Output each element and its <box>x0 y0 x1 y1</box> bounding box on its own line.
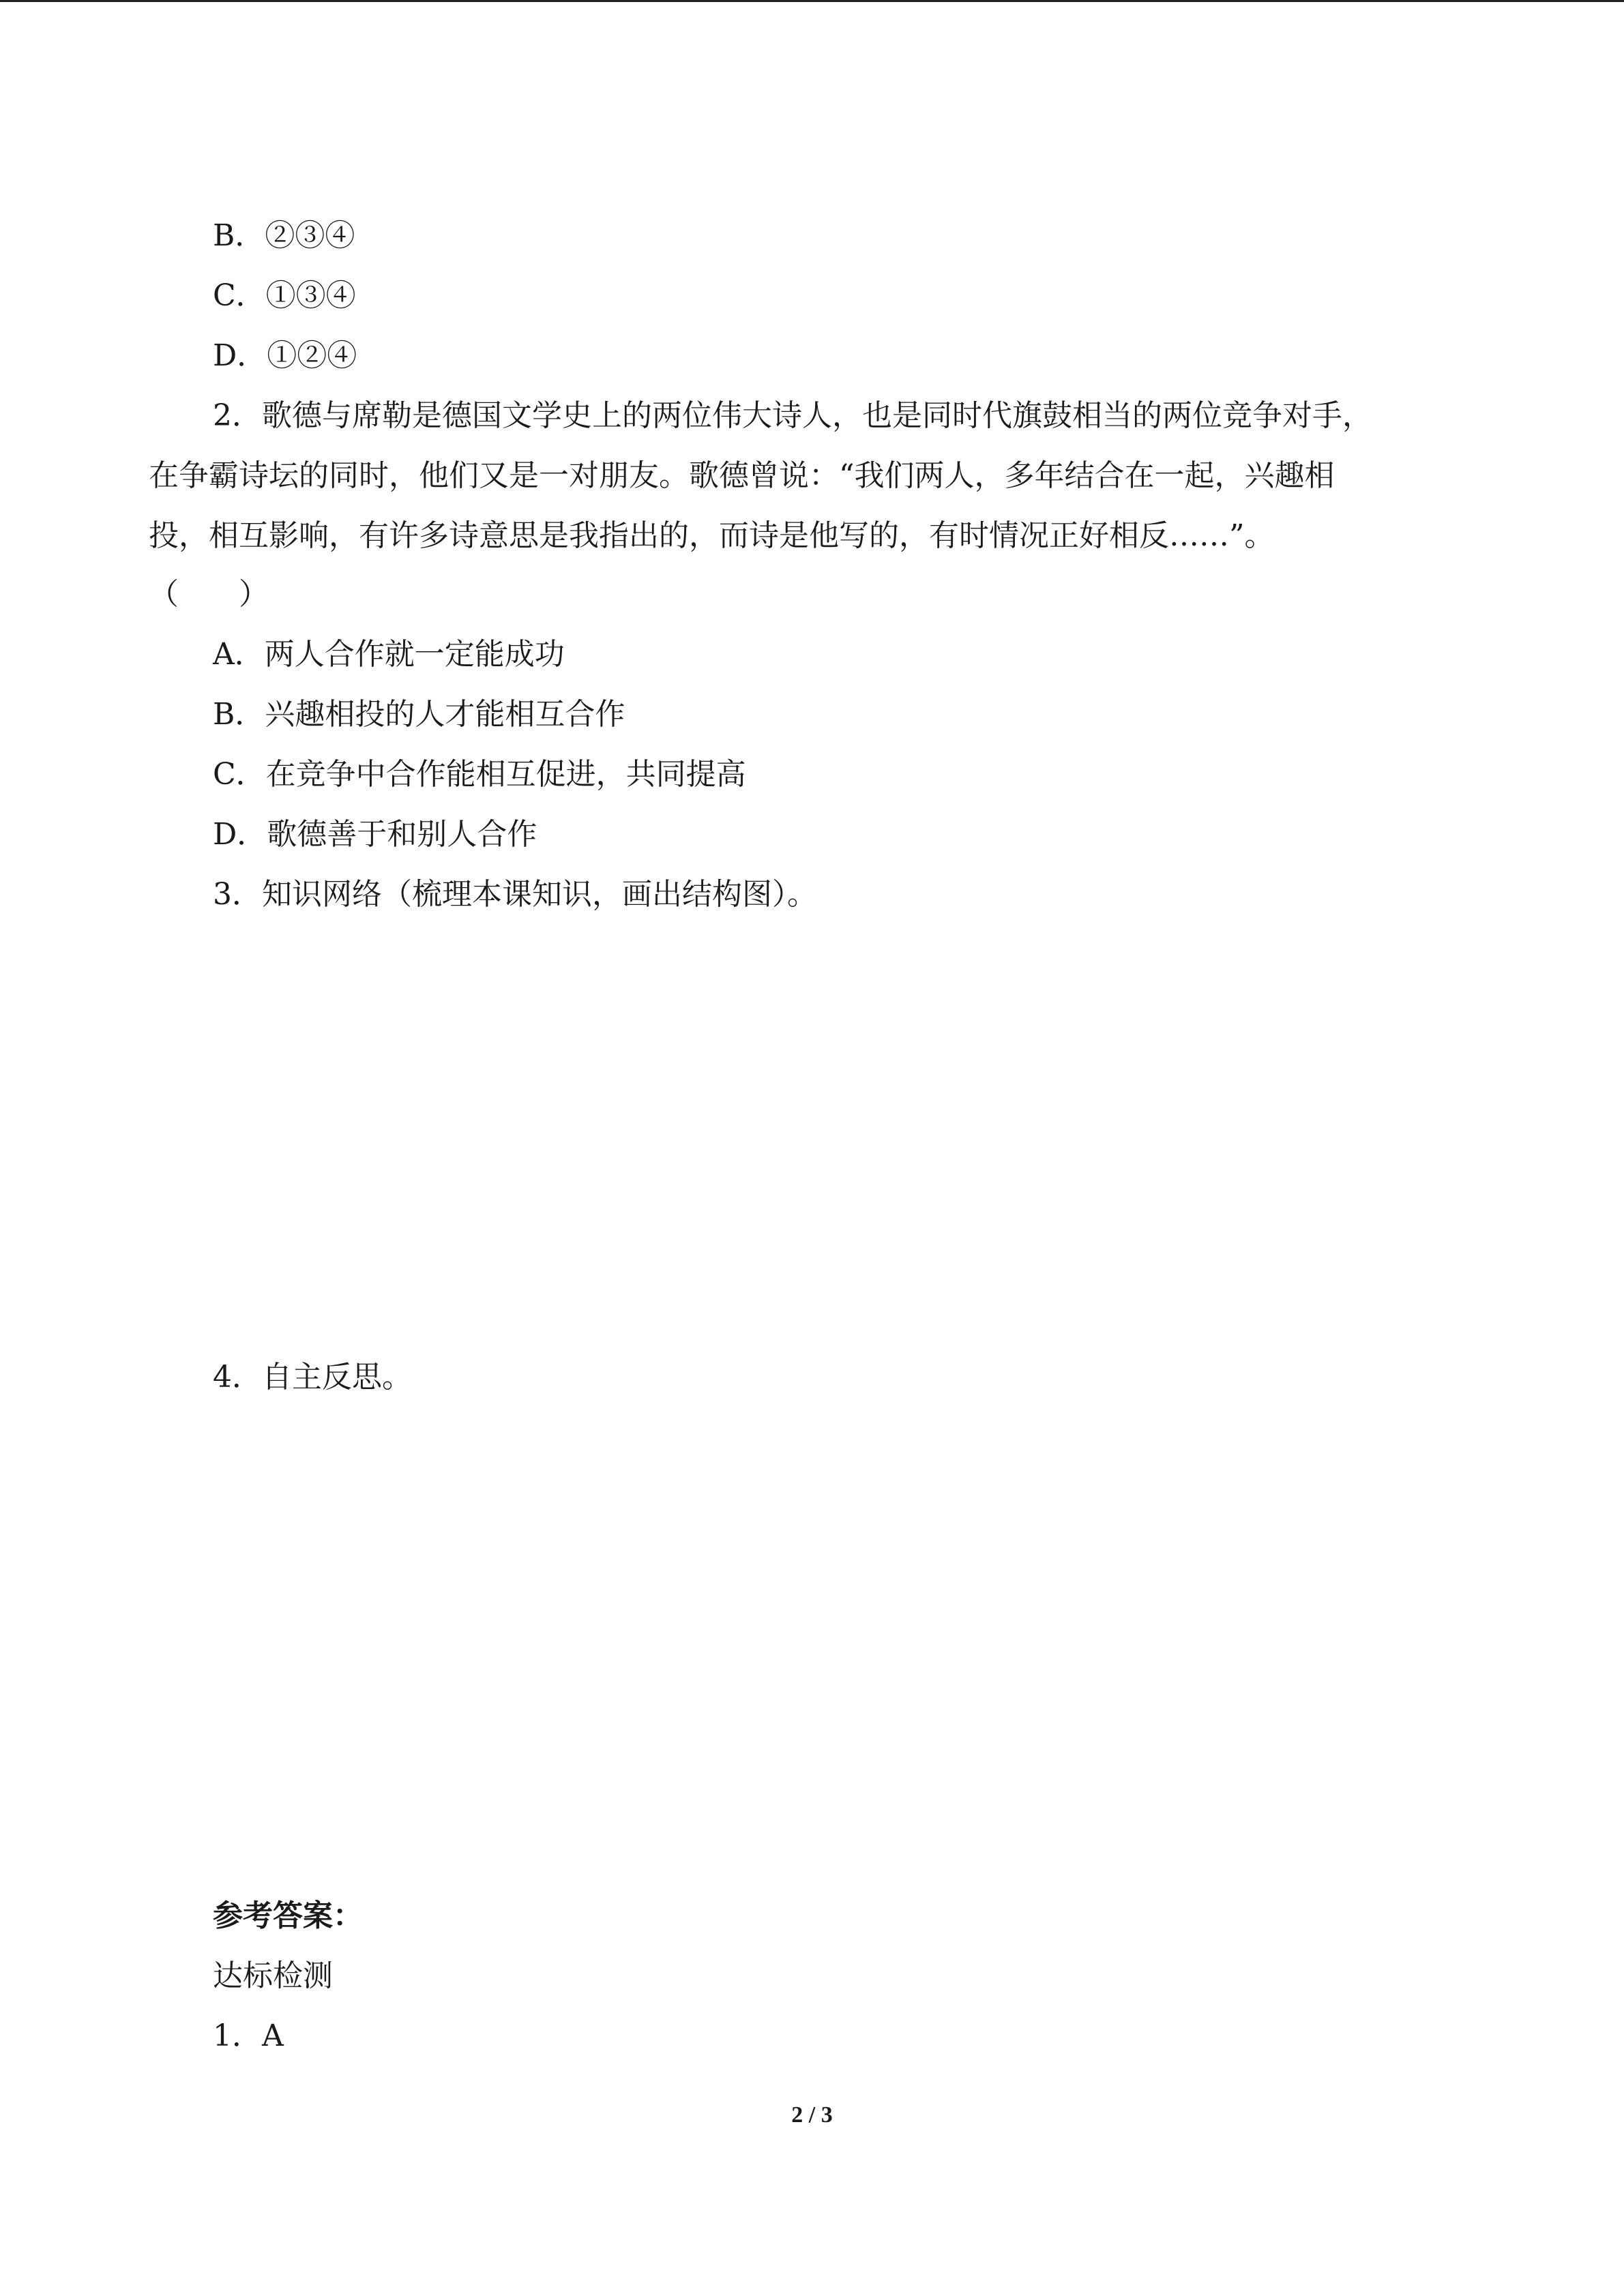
q1-option-b: B．②③④ <box>213 218 355 253</box>
q2-stem-line-1: 2．歌德与席勒是德国文学史上的两位伟大诗人，也是同时代旗鼓相当的两位竞争对手， <box>213 398 1372 433</box>
page-number: 2 / 3 <box>791 2102 833 2128</box>
q2-stem-line-2: 在争霸诗坛的同时，他们又是一对朋友。歌德曾说：“我们两人，多年结合在一起，兴趣相 <box>149 458 1335 493</box>
q2-stem-line-3: 投，相互影响，有许多诗意思是我指出的，而诗是他写的，有时情况正好相反……”。 <box>149 518 1275 553</box>
q2-option-c: C．在竞争中合作能相互促进，共同提高 <box>213 757 746 792</box>
q4-prompt: 4．自主反思。 <box>213 1360 412 1395</box>
answer-1: 1．A <box>213 2018 284 2053</box>
q2-option-a: A．两人合作就一定能成功 <box>213 637 565 672</box>
answer-section-title: 达标检测 <box>213 1958 333 1993</box>
q2-answer-blank: （ ） <box>149 577 269 612</box>
q3-prompt: 3．知识网络（梳理本课知识，画出结构图）。 <box>213 877 817 912</box>
answer-key-heading: 参考答案： <box>213 1898 363 1933</box>
q1-option-c: C．①③④ <box>213 278 356 313</box>
q1-option-d: D．①②④ <box>213 338 357 373</box>
q2-option-b: B．兴趣相投的人才能相互合作 <box>213 697 625 732</box>
q2-option-d: D．歌德善于和别人合作 <box>213 817 537 852</box>
top-border-rule <box>0 0 1624 2</box>
